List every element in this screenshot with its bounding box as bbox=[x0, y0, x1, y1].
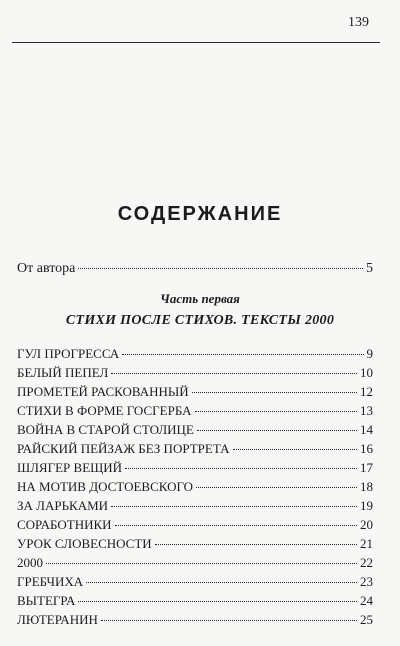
dot-leader bbox=[192, 392, 357, 393]
toc-entry-label: ПРОМЕТЕЙ РАСКОВАННЫЙ bbox=[17, 384, 189, 399]
toc-entry-intro bbox=[17, 261, 373, 277]
toc-entry-page: 13 bbox=[360, 403, 373, 418]
toc-entry-label: СТИХИ В ФОРМЕ ГОСГЕРБА bbox=[17, 403, 192, 418]
toc-entry-page: 25 bbox=[360, 612, 373, 627]
dot-leader bbox=[78, 268, 363, 269]
toc-entry bbox=[17, 593, 373, 609]
dot-leader bbox=[233, 449, 357, 450]
toc-entry-label: СОРАБОТНИКИ bbox=[17, 517, 112, 532]
toc-entry-page: 18 bbox=[360, 479, 373, 494]
dot-leader bbox=[197, 430, 357, 431]
toc-entry-label: ГУЛ ПРОГРЕССА bbox=[17, 346, 120, 361]
dot-leader bbox=[86, 582, 357, 583]
dot-leader bbox=[155, 544, 357, 545]
toc-entry bbox=[17, 403, 373, 419]
toc-entry bbox=[17, 479, 373, 495]
dot-leader bbox=[111, 506, 357, 507]
toc-entry bbox=[17, 574, 373, 590]
dot-leader bbox=[195, 411, 357, 412]
page-number: 139 bbox=[348, 15, 369, 30]
dot-leader bbox=[46, 563, 357, 564]
toc-entry-page: 24 bbox=[360, 593, 373, 608]
toc-entry-page: 12 bbox=[360, 384, 373, 399]
dot-leader bbox=[111, 373, 357, 374]
toc-entry bbox=[17, 422, 373, 438]
dot-leader bbox=[78, 601, 357, 602]
toc-entry-page: 17 bbox=[360, 460, 373, 475]
toc-entry-label: ШЛЯГЕР ВЕЩИЙ bbox=[17, 460, 123, 475]
toc-entry-label: РАЙСКИЙ ПЕЙЗАЖ БЕЗ ПОРТРЕТА bbox=[17, 441, 230, 456]
dot-leader bbox=[101, 620, 357, 621]
toc-entry bbox=[17, 612, 373, 628]
toc-entry-label: 2000 bbox=[17, 555, 43, 570]
dot-leader bbox=[122, 354, 363, 355]
dot-leader bbox=[125, 468, 357, 469]
toc-entry-page: 23 bbox=[360, 574, 373, 589]
toc-entry bbox=[17, 517, 373, 533]
toc-entry-label: ВОЙНА В СТАРОЙ СТОЛИЦЕ bbox=[17, 422, 194, 437]
toc-entry-label: ГРЕБЧИХА bbox=[17, 574, 84, 589]
toc-entry-page: 10 bbox=[360, 365, 373, 380]
toc-entry-label: БЕЛЫЙ ПЕПЕЛ bbox=[17, 365, 109, 380]
toc-entry bbox=[17, 498, 373, 514]
part-label: Часть первая bbox=[160, 291, 240, 306]
toc-entry-label: ВЫТЕГРА bbox=[17, 593, 76, 608]
toc-entry-page: 20 bbox=[360, 517, 373, 532]
toc-entry-page: 14 bbox=[360, 422, 373, 437]
header-rule bbox=[12, 42, 380, 43]
toc-entry-label: От автора bbox=[17, 261, 76, 276]
toc-entry-label: УРОК СЛОВЕСНОСТИ bbox=[17, 536, 152, 551]
toc-entry-label: ЛЮТЕРАНИН bbox=[17, 612, 98, 627]
dot-leader bbox=[115, 525, 357, 526]
toc-entry bbox=[17, 441, 373, 457]
toc-entry-page: 5 bbox=[366, 261, 373, 276]
toc-entry bbox=[17, 460, 373, 476]
toc-entry-page: 19 bbox=[360, 498, 373, 513]
toc-entry-label: НА МОТИВ ДОСТОЕВСКОГО bbox=[17, 479, 194, 494]
toc-entry-page: 16 bbox=[360, 441, 373, 456]
toc-entry bbox=[17, 536, 373, 552]
toc-entry bbox=[17, 555, 373, 571]
dot-leader bbox=[196, 487, 357, 488]
toc-entry-page: 9 bbox=[366, 346, 373, 361]
toc-entry bbox=[17, 384, 373, 400]
toc-entry bbox=[17, 365, 373, 381]
page-title: СОДЕРЖАНИЕ bbox=[117, 203, 283, 225]
toc-entry-page: 22 bbox=[360, 555, 373, 570]
toc-entry-label: ЗА ЛАРЬКАМИ bbox=[17, 498, 109, 513]
toc-entry-page: 21 bbox=[360, 536, 373, 551]
part-title: СТИХИ ПОСЛЕ СТИХОВ. ТЕКСТЫ 2000 bbox=[65, 313, 335, 328]
toc-entry bbox=[17, 346, 373, 362]
